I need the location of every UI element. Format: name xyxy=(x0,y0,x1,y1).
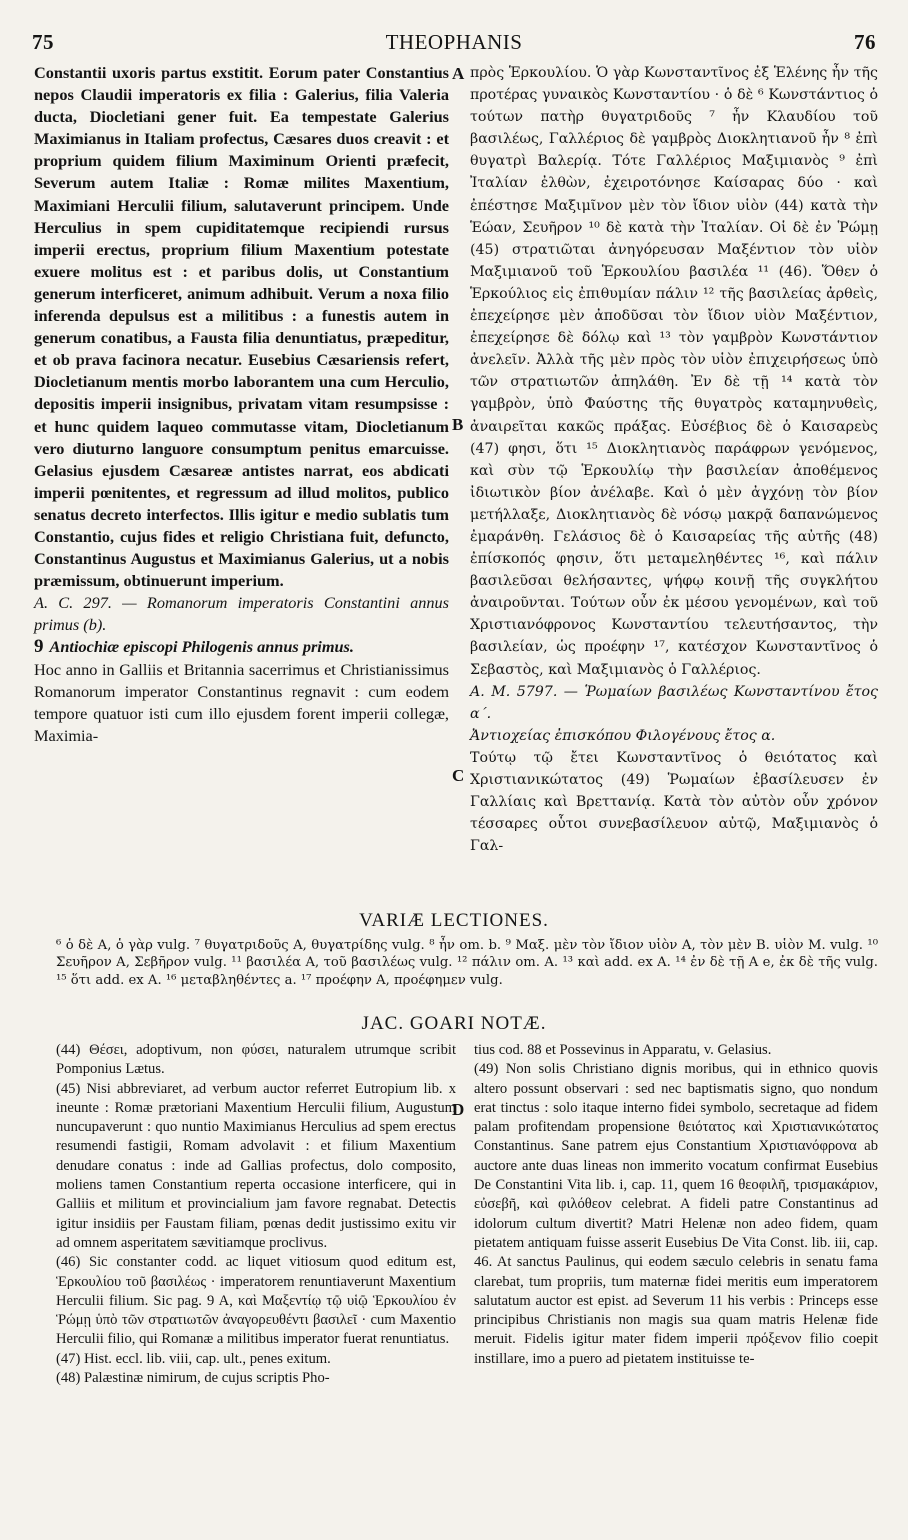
margin-letter-b: B xyxy=(452,415,464,434)
note-47: (47) Hist. eccl. lib. viii, cap. ult., penes exitum. xyxy=(56,1350,331,1367)
running-header xyxy=(32,30,876,60)
note-45: (45) Nisi abbreviaret, ad verbum auctor referret Eutropium lib. x ineunte : Romæ prætoriani Maxentium Herculii filium, Augustum nuncupaverunt : quo nuntio Maximianus Herculius ad spem erectus resumendi fastigii, Romam advolavit : et filium Maxentium denudare conatus : inde ad Gallias profectus, dolo composito, moliens tamen Constantium reperta occasione interficere, qui in Galliis et militum et provincialium jam favore regnabat. Detectis igitur insidiis per Faustam filiam, pœnas dedit justissimo exitu vir ad omnem asperitatem sævitiamque proclivus. xyxy=(56,1080,456,1251)
page-number-left: 75 xyxy=(32,30,54,54)
notes-right-column xyxy=(474,1041,878,1369)
greek-year-heading: A. M. 5797. — Ῥωμαίων βασιλέως Κωνσταντίνου ἔτος α΄. xyxy=(470,683,878,722)
note-46: (46) Sic constanter codd. ac liquet vitiosum quod editum est, Ἑρκουλίου τοῦ βασιλέως · imperatorem renuntiaverunt Maxentium Herculii filium. Sic pag. 9 A, καὶ Μαξεντίῳ τῷ υἱῷ Ἑρκουλίου ἐν Ῥώμῃ ὑπὸ τῶν στρατιωτῶν ἀναγορευθέντι βασιλεῖ · cum Maxentio Herculii filio, qui Romanæ a militibus imperator fuerat renuntiatus. xyxy=(56,1254,456,1348)
variae-lectiones-text: ⁶ ὁ δὲ A, ὁ γὰρ vulg. ⁷ θυγατριδοῦς A, θυγατρίδης vulg. ⁸ ἦν om. b. ⁹ Μαξ. μὲν τὸν ἴδιον υἱὸν A, τὸν μὲν B. υἱὸν M. vulg. ¹⁰ Σευῆρον A, Σεβῆρον vulg. ¹¹ βασιλέα A, τοῦ βασιλέως vulg. ¹² πάλιν om. A. ¹³ καὶ add. ex A. ¹⁴ ἐν δὲ τῇ A e, ἐκ δὲ τῆς vulg. ¹⁵ ὅτι add. ex A. ¹⁶ μεταβληθέντες a. ¹⁷ προέφην A, προέφημεν vulg. xyxy=(56,938,878,988)
page-number-right: 76 xyxy=(854,30,876,54)
bishop-number: 9 xyxy=(34,636,44,658)
margin-letter-d: D xyxy=(452,1100,465,1119)
running-title: THEOPHANIS xyxy=(385,30,523,54)
greek-year-text: Τούτῳ τῷ ἔτει Κωνσταντῖνος ὁ θειότατος καὶ Χριστιανικώτατος (49) Ῥωμαίων ἐβασίλευσεν ἐν Γαλλίαις καὶ Βρεττανίᾳ. Κατὰ τὸν αὐτὸν οὖν χρόνον τέσσαρες οὗτοι συνεβασίλευον αὐτῷ, Μαξιμιανὸς ὁ Γαλ- xyxy=(470,749,878,855)
margin-letter-c: C xyxy=(452,766,465,785)
note-48: (48) Palæstinæ nimirum, de cujus scriptis Pho- xyxy=(56,1370,330,1387)
note-49: (49) Non solis Christiano dignis moribus, qui in ethnico quovis altero possunt observari : sed nec baptismatis signo, quo nondum erat tinctus : solo itaque interno fidei symbolo, secretaque ad fidem palam profitendam propensione θειότατος καὶ Χριστιανικώτατος Constantinus. Sane patrem ejus Constantium Χριστιανόφρονα ab auctore ante duas lineas non immerito vocatum confirmat Eusebius De Constantini Vita lib. i, cap. 11, quem 16 θεοφιλῆ, τρισμακάριον, εὐσεβῆ, καὶ φιλόθεον celebrat. A fideli patre Constantinus ad idolorum cultum divertit? Matri Helenæ non adeo fidem, quam pietatem antiquam fuisse asserit Eusebius De Vita Const. lib. iii, cap. 46. At sanctus Paulinus, qui eodem sæculo celebris in senatu fama clarebat, tum propriis, tum maternæ fidei meritis eum imperatorem salutatum auctor est epist. ad Severum 11 his verbis : Princeps esse principibus Christianis non magis sua quam matris Helenæ fide meruit. Fidelis igitur mater fidem imperii πρόξενον filio coepit instillare, imo a puero ad pietatem instituisse te- xyxy=(474,1061,878,1367)
margin-letter-a: A xyxy=(452,64,465,83)
notes-title: JAC. GOARI NOTÆ. xyxy=(361,1013,547,1034)
notes-left-column xyxy=(56,1041,456,1388)
greek-column xyxy=(470,62,878,857)
latin-bishop-line xyxy=(34,636,449,658)
latin-bishop-text: Antiochiæ episcopi Philogenis annus primus. xyxy=(49,637,354,657)
latin-column xyxy=(34,62,449,747)
latin-year-heading: A. C. 297. — Romanorum imperatoris Constantini annus primus (b). xyxy=(34,593,449,635)
latin-main-text: Constantii uxoris partus exstitit. Eorum pater Constantius nepos Claudii imperatoris ex filia : Galerius, filia Valeria ducta, Diocletiani gener fuit. Ea tempestate Galerius Maximianus in Italiam profectus, Cæsares duos creavit : et proprium quidem filium Maximinum Orienti præfecit, Severum autem Italiæ : Romæ milites Maxentium, Maximiani Herculii filium, salutaverunt principem. Unde Herculius in spem cupiditatemque recipiendi rursus imperii erectus, proprium filium Maxentium potestate exuere molitus est : et paribus dolis, ut Constantium generum interficeret, animum adhibuit. Verum a noxa filio inferenda depulsus est a militibus : a funestis autem in generum conatibus, a Fausta filia denuntiatus, præpeditur, et ob prava facinora necatur. Eusebius Cæsariensis refert, Diocletianum mentis morbo laborantem una cum Herculio, depositis imperii insignibus, privatam vitam resumpsisse : et hunc quidem laqueo commutasse vitam, Diocletianum vero diuturno languore consumptum penitus emarcuisse. Gelasius ejusdem Cæsareæ antistes narrat, eos abdicati imperii pœnitentes, et regressum ad illud molitos, publico senatus decreto interfectos. Illis igitur e medio sublatis tum Constantio, cujus fides et religio Christiana fuit, defuncto, Constantinus Augustus et Maximianus Galerius, ut a nobis præmissum, obtinuerunt imperium. xyxy=(34,63,449,591)
note-48-continued: tius cod. 88 et Possevinus in Apparatu, v. Gelasius. xyxy=(474,1042,772,1058)
note-44: (44) Θέσει, adoptivum, non φύσει, naturalem utrumque scribit Pomponius Lætus. xyxy=(56,1042,456,1078)
greek-main-text: πρὸς Ἑρκουλίου. Ὁ γὰρ Κωνσταντῖνος ἐξ Ἑλένης ἦν τῆς προτέρας γυναικὸς Κωνσταντίου · ὁ δὲ ⁶ Κωνστάντιος ὁ τούτων πατὴρ θυγατριδοῦς ⁷ ἦν Κλαυδίου τοῦ βασιλέως, Γαλλέριος δὲ γαμβρὸς Διοκλητιανοῦ ἦν ⁸ ἐπὶ θυγατρὶ Βαλερίᾳ. Τότε Γαλλέριος Μαξιμιανὸς ⁹ ἐπὶ Ἰταλίαν ἐλθὼν, ἐχειροτόνησε Καίσαρας δύο · καὶ ἐπέστησε Μαξιμῖνον μὲν τὸν ἴδιον υἱὸν (44) κατὰ τὴν Ἑώαν, Σευῆρον ¹⁰ δὲ κατὰ τὴν Ἰταλίαν. Οἱ δὲ ἐν Ῥώμῃ (45) στρατιῶται ἀνηγόρευσαν Μαξέντιον τὸν υἱὸν Μαξιμιανοῦ τοῦ Ἑρκουλίου βασιλέα ¹¹ (46). Ὅθεν ὁ Ἑρκούλιος εἰς ἐπιθυμίαν πάλιν ¹² τῆς βασιλείας ἀρθεὶς, ἐπεχείρησε μὲν ἀποδῦσαι τὸν ἴδιον υἱὸν Μαξέντιον, ἐπεχείρησε δὲ δόλῳ καὶ ¹³ τὸν γαμβρὸν Κωνστάντιον ἀνελεῖν. Ἀλλὰ τῆς μὲν πρὸς τὸν υἱὸν ἐπιχειρήσεως ὑπὸ τῶν στρατιωτῶν ἀπηλάθη. Ἐν δὲ τῇ ¹⁴ κατὰ τὸν γαμβρὸν, ὑπὸ Φαύστης τῆς θυγατρὸς καταμηνυθεὶς, ἀναιρεῖται κακῶς πράξας. Εὐσέβιος δὲ ὁ Καισαρεὺς (47) φησι, ὅτι ¹⁵ Διοκλητιανὸς παράφρων γενόμενος, καὶ σὺν τῷ Ἑρκουλίῳ τὴν βασιλείαν ἀποθέμενος ἰδιωτικὸν βίον ἀνέλαβε. Καὶ ὁ μὲν ἀγχόνῃ τὸν βίον μετήλλαξε, Διοκλητιανὸς δὲ νόσῳ μακρᾷ δαπανώμενος ἐμαράνθη. Γελάσιος δὲ ὁ Καισαρείας τῆς αὐτῆς (48) ἐπίσκοπός φησιν, ὅτι μεταμεληθέντες ¹⁶, καὶ πάλιν βασιλεῦσαι θελήσαντες, ψήφῳ κοινῇ τῆς συγκλήτου ἀναιροῦνται. Τούτων οὖν ἐκ μέσου γενομένων, καὶ τοῦ Χριστιανόφρονος Κωνσταντίου τελευτήσαντος, τὴν βασιλείαν, ὡς προέφην ¹⁷, κατέσχον Κωνσταντῖνος ὁ Σεβαστὸς, καὶ Μαξιμιανὸς ὁ Γαλλέριος. xyxy=(470,65,878,678)
variae-lectiones-title: VARIÆ LECTIONES. xyxy=(359,910,549,931)
latin-year-text: Hoc anno in Galliis et Britannia sacerrimus et Christianissimus Romanorum imperator Constantinus regnavit : cum eodem tempore quatuor isti cum illo ejusdem forent imperii collegæ, Maximia- xyxy=(34,659,449,745)
greek-bishop-line: Ἀντιοχείας ἐπισκόπου Φιλογένους ἔτος α. xyxy=(470,727,776,744)
